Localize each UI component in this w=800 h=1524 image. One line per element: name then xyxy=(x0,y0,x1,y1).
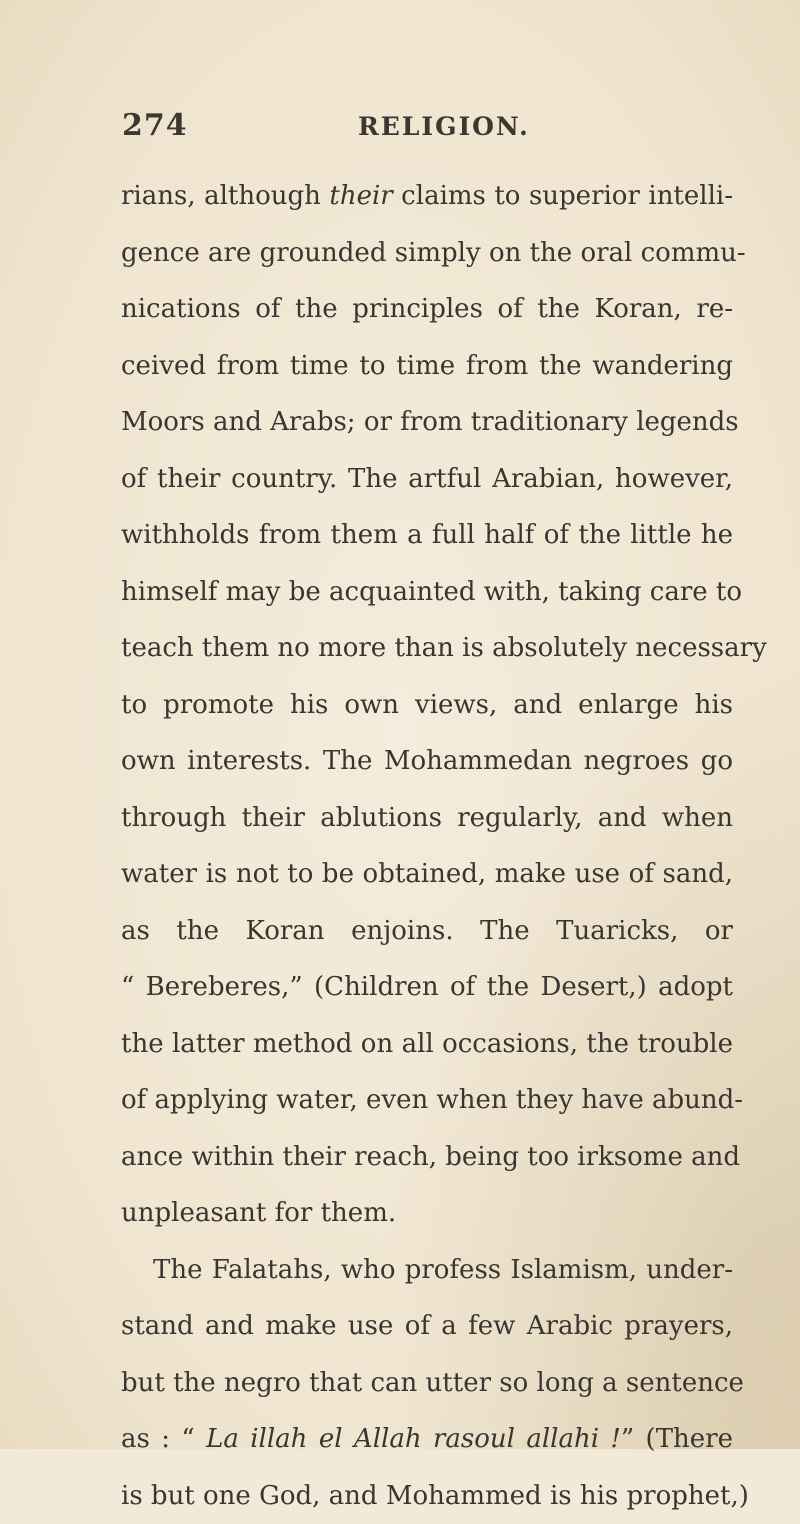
text-line: through their ablutions regularly, and when xyxy=(121,790,733,847)
text-line: stand and make use of a few Arabic prayers, xyxy=(121,1298,733,1355)
text-line: the latter method on all occasions, the trouble xyxy=(121,1016,733,1073)
text-line: nications of the principles of the Koran, re- xyxy=(121,281,733,338)
text-line: ceived from time to time from the wandering xyxy=(121,338,733,395)
page-number: 274 xyxy=(122,108,188,143)
text-line: unpleasant for them. xyxy=(121,1185,733,1242)
text-line: himself may be acquainted with, taking care to xyxy=(121,564,733,621)
text-line: of their country. The artful Arabian, however, xyxy=(121,451,733,508)
text-line: as the Koran enjoins. The Tuaricks, or xyxy=(121,903,733,960)
text-line: to promote his own views, and enlarge his xyxy=(121,677,733,734)
body-text xyxy=(121,168,733,1524)
text-line: ance within their reach, being too irksome and xyxy=(121,1129,733,1186)
text-line: The Falatahs, who profess Islamism, under- xyxy=(121,1242,733,1299)
text-line: “ Bereberes,” (Children of the Desert,) adopt xyxy=(121,959,733,1016)
text-line: own interests. The Mohammedan negroes go xyxy=(121,733,733,790)
text-line: rians, although their claims to superior intelli- xyxy=(121,168,733,225)
text-line: water is not to be obtained, make use of sand, xyxy=(121,846,733,903)
page-header xyxy=(0,108,800,158)
text-line: Moors and Arabs; or from traditionary legends xyxy=(121,394,733,451)
text-line: of applying water, even when they have abund- xyxy=(121,1072,733,1129)
text-line: as : “ La illah el Allah rasoul allahi !” (There xyxy=(121,1411,733,1468)
text-line: withholds from them a full half of the little he xyxy=(121,507,733,564)
running-title: RELIGION. xyxy=(358,112,530,141)
text-line: teach them no more than is absolutely necessary xyxy=(121,620,733,677)
text-line: gence are grounded simply on the oral commu- xyxy=(121,225,733,282)
text-line: but the negro that can utter so long a sentence xyxy=(121,1355,733,1412)
text-line: is but one God, and Mohammed is his prophet,) xyxy=(121,1468,733,1524)
